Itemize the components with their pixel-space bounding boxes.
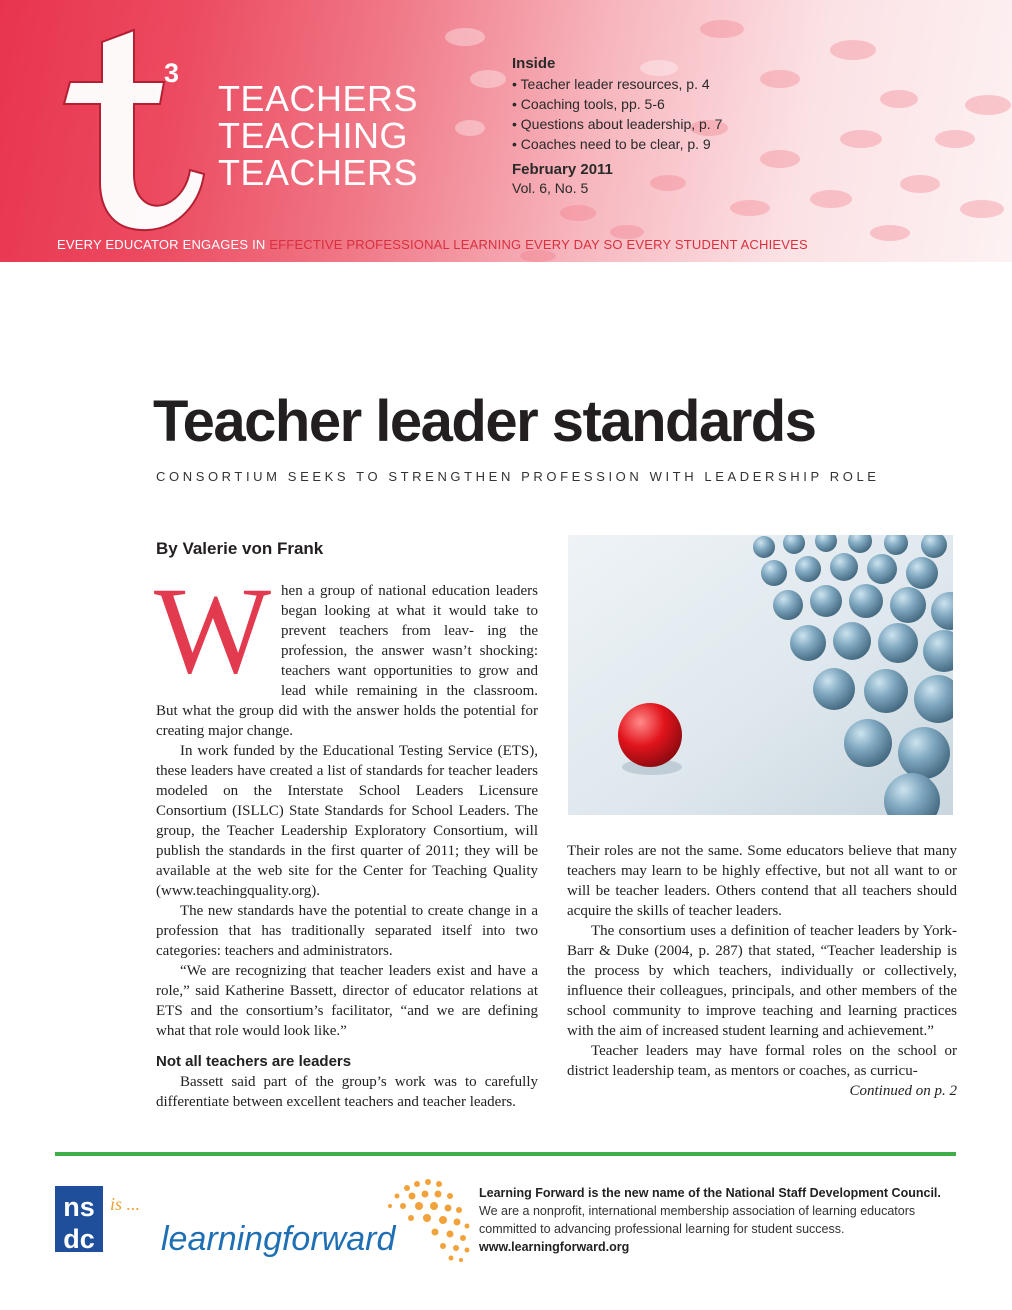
article-column-2 [567,841,957,1101]
paragraph: The consortium uses a definition of teacher leaders by York-Barr & Duke (2004, p. 287) that stated, “Teacher leadership is the process by which teachers, individually or collectively, influence their colleagues, principals, and other members of the school community to improve teaching and learning practices with the aim of increased student learning and achievement.” [567,923,957,1039]
masthead-banner [0,0,1012,262]
publication-name [218,80,418,191]
masthead-line: TEACHERS [218,152,419,193]
paragraph: hen a group of national education leaders began looking at what it would take to prevent teachers from leav- ing the profession, the answer wasn’t shocking: teachers want opportunities to grow and lead while remaining in the classroom. But what the group did with the answer holds the potential for creating major change. [156,583,538,739]
article-subtitle: CONSORTIUM SEEKS TO STRENGTHEN PROFESSION WITH LEADERSHIP ROLE [156,469,880,484]
inside-item: • Coaching tools, pp. 5-6 [512,96,665,112]
footer-headline: Learning Forward is the new name of the National Staff Development Council. [479,1186,941,1200]
drop-cap: W [154,562,272,699]
nsdc-learningforward-logo-icon [55,1170,475,1270]
issue-date: February 2011 [512,161,613,178]
section-heading: Not all teachers are leaders [156,1053,352,1070]
brand-name: learningforward [161,1220,396,1258]
footer-url-link[interactable]: www.learningforward.org [479,1240,630,1254]
footer-divider [55,1152,956,1156]
inside-heading: Inside [512,55,556,72]
footer-text [479,1184,959,1256]
continued-link[interactable]: Continued on p. 2 [849,1083,957,1099]
is-text: is ... [110,1194,141,1214]
tagline-red: EFFECTIVE PROFESSIONAL LEARNING EVERY DAY SO EVERY STUDENT ACHIEVES [269,237,808,252]
footer-description: We are a nonprofit, international membership association of learning educators committed to advancing professional learning for student success. [479,1204,916,1236]
article-column-1 [154,562,538,1112]
masthead-line: TEACHERS [218,78,419,119]
inside-item: • Teacher leader resources, p. 4 [512,76,710,92]
paragraph: The new standards have the potential to create change in a profession that has traditionally separated itself into two categories: teachers and administrators. [156,903,538,959]
paragraph: “We are recognizing that teacher leaders exist and have a role,” said Katherine Bassett, director of educator relations at ETS and the consortium’s facilitator, “and we are defining what that role would look like.” [156,963,538,1039]
inside-contents [512,54,722,154]
inside-item: • Questions about leadership, p. 7 [512,116,723,132]
tagline-white: EVERY EDUCATOR ENGAGES IN [57,237,270,252]
masthead-line: TEACHING [218,115,409,156]
paragraph: Teacher leaders may have formal roles on the school or district leadership team, as mentors or coaches, as curricu- [567,1043,957,1079]
paragraph: Bassett said part of the group’s work was to carefully differentiate between excellent teachers and teacher leaders. [156,1074,538,1110]
inside-item: • Coaches need to be clear, p. 9 [512,136,711,152]
logo-superscript: 3 [164,58,180,88]
byline: By Valerie von Frank [156,539,324,558]
red-ball-among-blue-balls-photo [568,535,953,815]
tagline [57,237,808,252]
paragraph: In work funded by the Educational Testing Service (ETS), these leaders have created a list of standards for teacher leaders modeled on the Interstate School Leaders Licensure Consortium (ISLLC) State Standards for School Leaders. The group, the Teacher Leadership Exploratory Consortium, will publish the standards in the first quarter of 2011; they will be available at the web site for the Center for Teaching Quality (www.teachingquality.org). [156,743,538,899]
article-title: Teacher leader standards [153,389,816,454]
nsdc-letters-bottom: dc [63,1224,95,1254]
issue-volume: Vol. 6, No. 5 [512,180,589,196]
nsdc-letters-top: ns [63,1192,95,1222]
t3-logo-icon [62,24,212,234]
issue-info [512,161,613,197]
paragraph: Their roles are not the same. Some educators believe that many teachers may learn to be highly effective, but not all want to or will be teacher leaders. Others contend that all teachers should acquire the skills of teacher leaders. [567,843,957,919]
